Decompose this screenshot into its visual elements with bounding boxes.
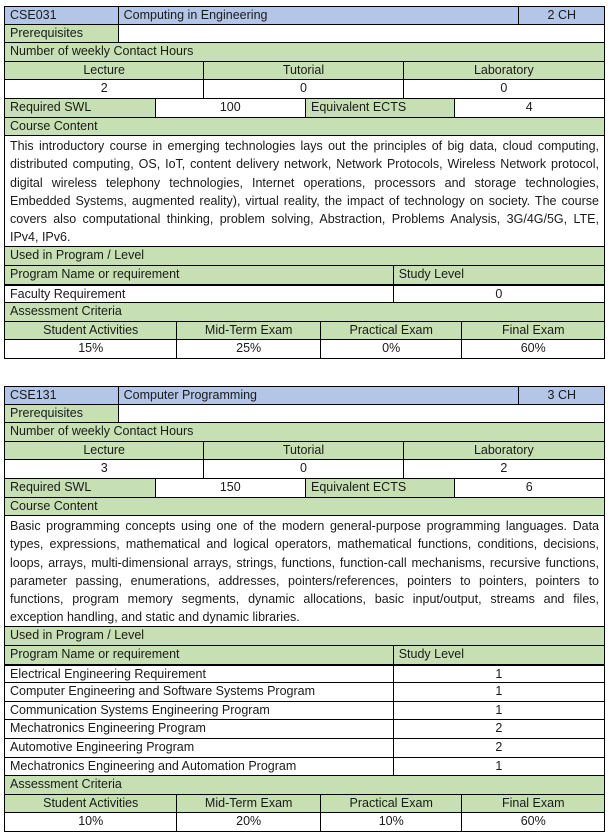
program-name: Faculty Requirement (5, 286, 394, 303)
study-level-value: 2 (394, 720, 604, 738)
lecture-header: Lecture (5, 62, 204, 80)
study-level-value: 0 (394, 286, 604, 303)
swl-label: Required SWL (5, 479, 156, 497)
course-content-row (4, 136, 605, 247)
program-name: Automotive Engineering Program (5, 739, 394, 757)
practical-exam-header: Practical Exam (321, 322, 463, 340)
program-name: Communication Systems Engineering Program (5, 702, 394, 720)
study-level-value: 1 (394, 702, 604, 720)
final-exam-value: 60% (462, 813, 604, 831)
program-row (4, 683, 605, 702)
assessment-value-row (4, 340, 605, 359)
course-content-label: Course Content (5, 498, 604, 516)
swl-value: 150 (156, 479, 307, 497)
ects-value: 4 (455, 99, 605, 117)
study-level-value: 1 (394, 666, 604, 683)
practical-exam-value: 10% (321, 813, 463, 831)
final-exam-header: Final Exam (462, 795, 604, 813)
workload-row (4, 99, 605, 118)
course-code: CSE131 (5, 387, 119, 404)
program-name: Computer Engineering and Software Systems Program (5, 683, 394, 701)
assessment-value-row (4, 813, 605, 832)
program-list (4, 285, 605, 304)
course-content-label-row (4, 498, 605, 517)
course-table-cse031 (4, 6, 605, 359)
practical-exam-value: 0% (321, 340, 463, 358)
program-row (4, 285, 605, 304)
prerequisites-row (4, 25, 605, 44)
contact-hours-label: Number of weekly Contact Hours (5, 423, 604, 441)
course-content-text: Basic programming concepts using one of the modern general-purpose programming languages. Data types, expressions, mathematical and logical operators, mathematical functions, conditions, decisions, loops, arrays, multi-dimensional arrays, strings, functions, function-call mechanisms, recursive functions, parameter passing, enumerations, addresses, pointers/references, pointers to pointers, pointers to functions, program memory segments, dynamic allocations, basic input/output, streams and files, exception handling, and static and dynamic libraries. (5, 516, 604, 626)
ects-label: Equivalent ECTS (306, 99, 455, 117)
laboratory-header: Laboratory (404, 442, 604, 460)
used-in-program-label-row (4, 627, 605, 646)
laboratory-value: 2 (404, 460, 604, 478)
prerequisites-value (119, 405, 604, 423)
prerequisites-value (119, 25, 604, 43)
program-row (4, 702, 605, 721)
study-level-header: Study Level (394, 646, 604, 664)
study-level-value: 1 (394, 758, 604, 776)
program-name: Mechatronics Engineering and Automation Program (5, 758, 394, 776)
swl-label: Required SWL (5, 99, 156, 117)
contact-hours-header-row (4, 442, 605, 461)
lecture-header: Lecture (5, 442, 204, 460)
course-title: Computer Programming (119, 387, 520, 404)
midterm-exam-header: Mid-Term Exam (177, 795, 321, 813)
lecture-value: 3 (5, 460, 204, 478)
contact-hours-value-row (4, 80, 605, 99)
course-content-text: This introductory course in emerging technologies lays out the principles of big data, cloud computing, distributed computing, OS, IoT, content delivery network, Network Protocols, Wireless Network protocol, digital wireless telephony technologies, Internet operations, processors and storage technologies, Embedded Systems, augmented reality), virtual reality, the impact of technology on society. The course covers also computational thinking, problem solving, Abstraction, Problems Analysis, 3G/4G/5G, LTE, IPv4, IPv6. (5, 136, 604, 246)
final-exam-header: Final Exam (462, 322, 604, 340)
ects-value: 6 (455, 479, 605, 497)
program-row (4, 720, 605, 739)
used-in-program-label: Used in Program / Level (5, 627, 604, 645)
ects-label: Equivalent ECTS (306, 479, 455, 497)
practical-exam-header: Practical Exam (321, 795, 463, 813)
contact-hours-label-row (4, 43, 605, 62)
workload-row (4, 479, 605, 498)
assessment-header-row (4, 322, 605, 341)
study-level-value: 1 (394, 683, 604, 701)
student-activities-value: 15% (5, 340, 177, 358)
program-header-row (4, 646, 605, 665)
course-header-row (4, 386, 605, 405)
contact-hours-label-row (4, 423, 605, 442)
student-activities-value: 10% (5, 813, 177, 831)
lecture-value: 2 (5, 80, 204, 98)
used-in-program-label: Used in Program / Level (5, 247, 604, 265)
final-exam-value: 60% (462, 340, 604, 358)
course-table-cse131 (4, 386, 605, 832)
course-title: Computing in Engineering (119, 7, 520, 24)
program-name: Mechatronics Engineering Program (5, 720, 394, 738)
program-row (4, 739, 605, 758)
assessment-criteria-label: Assessment Criteria (5, 776, 604, 794)
prerequisites-label: Prerequisites (5, 405, 119, 423)
contact-hours-value-row (4, 460, 605, 479)
program-name: Electrical Engineering Requirement (5, 666, 394, 683)
assessment-criteria-label: Assessment Criteria (5, 303, 604, 321)
credit-hours: 2 CH (519, 7, 604, 24)
assessment-label-row (4, 303, 605, 322)
course-header-row (4, 6, 605, 25)
program-list (4, 665, 605, 777)
laboratory-header: Laboratory (404, 62, 604, 80)
midterm-exam-value: 20% (177, 813, 321, 831)
study-level-header: Study Level (394, 266, 604, 284)
midterm-exam-header: Mid-Term Exam (177, 322, 321, 340)
assessment-header-row (4, 795, 605, 814)
course-content-label: Course Content (5, 118, 604, 136)
midterm-exam-value: 25% (177, 340, 321, 358)
program-name-header: Program Name or requirement (5, 646, 394, 664)
program-header-row (4, 266, 605, 285)
tutorial-header: Tutorial (204, 62, 403, 80)
assessment-label-row (4, 776, 605, 795)
course-code: CSE031 (5, 7, 119, 24)
tutorial-value: 0 (204, 80, 403, 98)
laboratory-value: 0 (404, 80, 604, 98)
prerequisites-row (4, 405, 605, 424)
program-row (4, 758, 605, 777)
swl-value: 100 (156, 99, 307, 117)
student-activities-header: Student Activities (5, 795, 177, 813)
tutorial-header: Tutorial (204, 442, 403, 460)
study-level-value: 2 (394, 739, 604, 757)
course-content-label-row (4, 118, 605, 137)
contact-hours-label: Number of weekly Contact Hours (5, 43, 604, 61)
program-name-header: Program Name or requirement (5, 266, 394, 284)
used-in-program-label-row (4, 247, 605, 266)
student-activities-header: Student Activities (5, 322, 177, 340)
tutorial-value: 0 (204, 460, 403, 478)
contact-hours-header-row (4, 62, 605, 81)
credit-hours: 3 CH (519, 387, 604, 404)
program-row (4, 665, 605, 684)
course-content-row (4, 516, 605, 627)
prerequisites-label: Prerequisites (5, 25, 119, 43)
